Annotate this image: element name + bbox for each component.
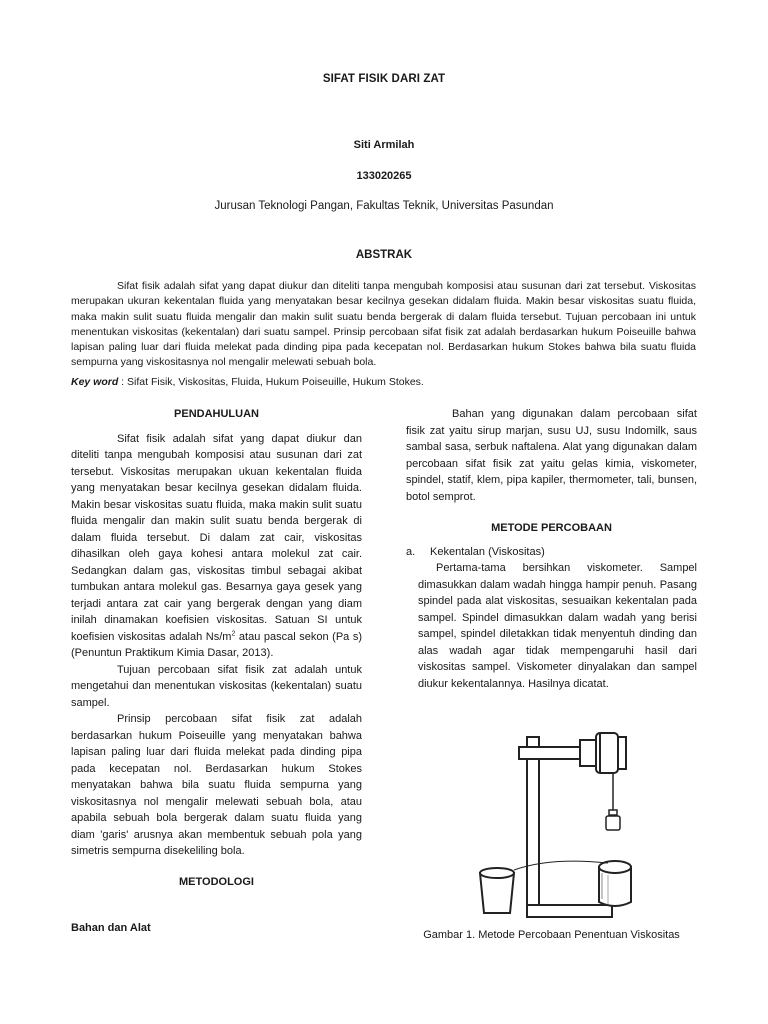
intro-p1-text: Sifat fisik adalah sifat yang dapat diukur dan diteliti tanpa mengubah komposisi atau susunan dari zat tersebut. Viskositas merupakan ukuan kekentalan fluida yang menyatakan besar kecilnya gesekan didalam fluida. Makin besar viskositas suatu fluida, maka makin sulit suatu fluida mengalir dan makin sulit suatu benda bergerak di dalam fluida tersebut. Di dalam zat cair, viskositas dihasilkan oleh gaya kohesi antara molekul zat cair. Sedangkan dalam gas, viskositas timbul sebagai akibat tumbukan antara molekul gas. Besarnya gaya gesek yang terjadi antara zat cair yang bergerak dengan yang diam inilah dinamakan koefisien viskositas. Satuan SI untuk koefisien viskositas adalah Ns/m [71, 432, 362, 643]
spindle-icon [606, 773, 620, 830]
method-item-a-text [418, 560, 697, 692]
affiliation: Jurusan Teknologi Pangan, Fakultas Teknik, Universitas Pasundan [214, 200, 554, 212]
right-column [406, 406, 697, 692]
materials-text: Bahan yang digunakan dalam percobaan sifat fisik zat yaitu sirup marjan, susu UJ, susu Indomilk, saus sambal sasa, serbuk naftalena. Alat yang digunakan dalam percobaan sifat fisik zat yaitu gelas kimia, viskometer, spindel, statif, klem, pipa kapiler, thermometer, tali, bunsen, botol semprot. [406, 408, 697, 503]
heading-pendahuluan: PENDAHULUAN [174, 408, 259, 420]
left-column [71, 406, 362, 937]
abstract-text [71, 279, 696, 371]
heading-metodologi: METODOLOGI [179, 875, 254, 888]
paper-title: SIFAT FISIK DARI ZAT [322, 73, 446, 85]
figure-caption: Gambar 1. Metode Percobaan Penentuan Viskositas [423, 929, 680, 941]
viscometer-figure [470, 727, 680, 921]
intro-p1-tail: atau pascal sekon (Pa s) (Penuntun Praktikum Kimia Dasar, 2013). [71, 630, 362, 659]
student-id: 133020265 [356, 170, 412, 182]
keywords-list: : Sifat Fisik, Viskositas, Fluida, Hukum Poiseuille, Hukum Stokes. [118, 376, 424, 388]
heading-bahan-alat: Bahan dan Alat [71, 922, 151, 934]
beaker-icon [480, 868, 514, 913]
intro-p3-text: Prinsip percobaan sifat fisik zat adalah berdasarkan hukum Poiseuille yang menyatakan bahwa lapisan paling luar dari fluida melekat pada dinding pipa pada kecepatan nol. Berdasarkan hukum Stokes menyatakan bahwa bila suatu fluida sempurna yang viskositasnya nol mengalir melewati sebuah bola, atau apabila sebuah bola bergerak dalam suatu fluida yang diam 'garis' arusnya akan membentuk sebuah pola yang simetris sempurna disekeliling bola. [71, 713, 362, 857]
heading-metode-percobaan: METODE PERCOBAAN [491, 522, 612, 534]
unit-exponent: 2 [231, 629, 236, 637]
intro-paragraph-2 [71, 662, 362, 712]
abstract-heading: ABSTRAK [355, 249, 413, 261]
intro-paragraph-3 [71, 711, 362, 860]
intro-p2-text: Tujuan percobaan sifat fisik zat adalah untuk mengetahui dan menentukan viskositas (kekentalan) suatu sampel. [71, 663, 362, 709]
intro-paragraph-1 [71, 431, 362, 662]
materials-paragraph [406, 406, 697, 505]
author-name: Siti Armilah [353, 139, 415, 151]
keywords-line [71, 376, 696, 388]
method-a-body: Pertama-tama bersihkan viskometer. Sampel dimasukkan dalam wadah hingga hampir penuh. Pasang spindel pada alat viskositas, sesuaikan kekentalan pada sampel. Spindel dimasukkan dalam wadah yang berisi sampel, spindel diletakkan tidak menyentuh dinding dan alas wadah agar tidak mempengaruhi hasil dari viskositas sampel. Viskometer dinyalakan dan sampel diukur kekentalannya. Hasilnya dicatat. [418, 562, 697, 690]
abstract-body: Sifat fisik adalah sifat yang dapat diukur dan diteliti tanpa mengubah komposisi atau susunan dari zat tersebut. Viskositas merupakan ukuran kekentalan fluida yang menyatakan besar kecilnya gesekan didalam fluida. Makin besar viskositas suatu fluida, maka makin sulit suatu fluida mengalir dan makin sulit suatu benda bergerak di dalam fluida tersebut. Tujuan percobaan ini untuk menentukan viskositas (kekentalan) dari suatu sampel. Prinsip percobaan sifat fisik zat adalah berdasarkan hukum Poiseuille bahwa lapisan paling luar dari fluida melekat pada dinding pipa pada kecepatan nol. Berdasarkan hukum Stokes bahwa bila suatu fluida sempurna yang viskositasnya nol mengalir melewati sebuah bola. [71, 280, 696, 369]
keywords-label: Key word [71, 376, 119, 388]
method-item-a [406, 544, 697, 561]
viscometer-bottle-icon [580, 733, 626, 773]
list-marker: a. [406, 545, 416, 558]
sample-container-icon [599, 861, 631, 906]
method-item-label: Kekentalan (Viskositas) [430, 545, 545, 558]
